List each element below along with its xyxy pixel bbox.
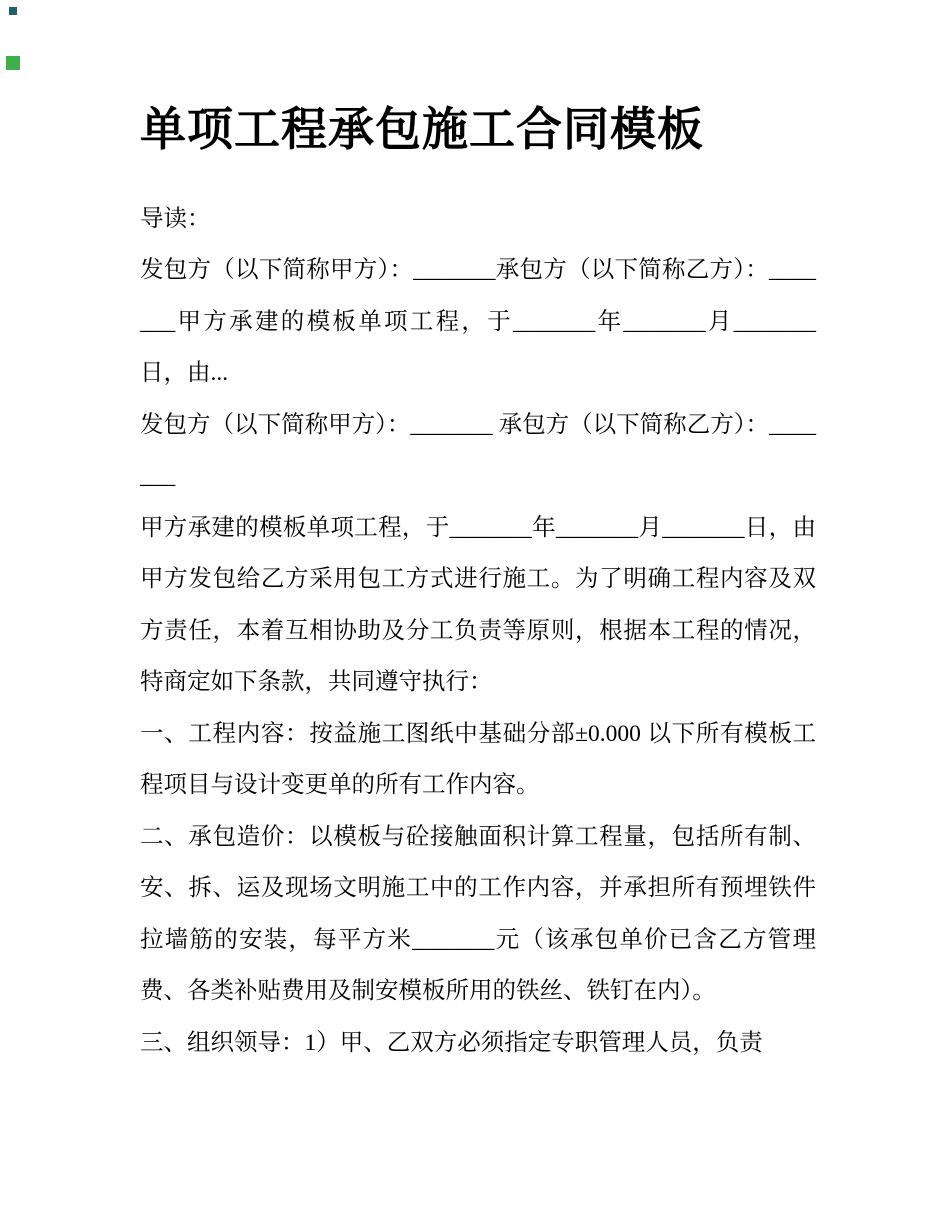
paragraph-lead-label: 导读： xyxy=(140,205,211,232)
corner-marker-icon xyxy=(6,56,20,70)
paragraph-preamble: 甲方承建的模板单项工程，于_______年_______月_______日，由甲方发包给乙方采用包工方式进行施工。为了明确工程内容及双方责任，本着互相协助及分工负责等原则，根据本工程的情况，特商定如下条款，共同遵守执行： xyxy=(140,514,816,696)
paragraph-clause-3-management: 三、组织领导：1）甲、乙双方必须指定专职管理人员，负责 xyxy=(140,1029,763,1056)
paragraph-clause-2-price: 二、承包造价：以模板与砼接触面积计算工程量，包括所有制、安、拆、运及现场文明施工中的工作内容，并承担所有预埋铁件拉墙筋的安装，每平方米_______元（该承包单价已含乙方管理费、各类补贴费用及制安模板所用的铁丝、铁钉在内）。 xyxy=(140,823,816,1005)
document-title: 单项工程承包施工合同模板 xyxy=(140,104,704,155)
document-body xyxy=(140,100,816,1069)
paragraph-parties: 发包方（以下简称甲方）：_______ 承包方（以下简称乙方）：_______ xyxy=(140,411,816,490)
paragraph-clause-1-scope: 一、工程内容：按益施工图纸中基础分部±0.000 以下所有模板工程项目与设计变更单的所有工作内容。 xyxy=(140,720,816,799)
paragraph-intro-excerpt: 发包方（以下简称甲方）：_______承包方（以下简称乙方）：_______甲方承建的模板单项工程，于_______年_______月_______日，由... xyxy=(140,257,816,387)
corner-marker-top-icon xyxy=(9,7,17,15)
